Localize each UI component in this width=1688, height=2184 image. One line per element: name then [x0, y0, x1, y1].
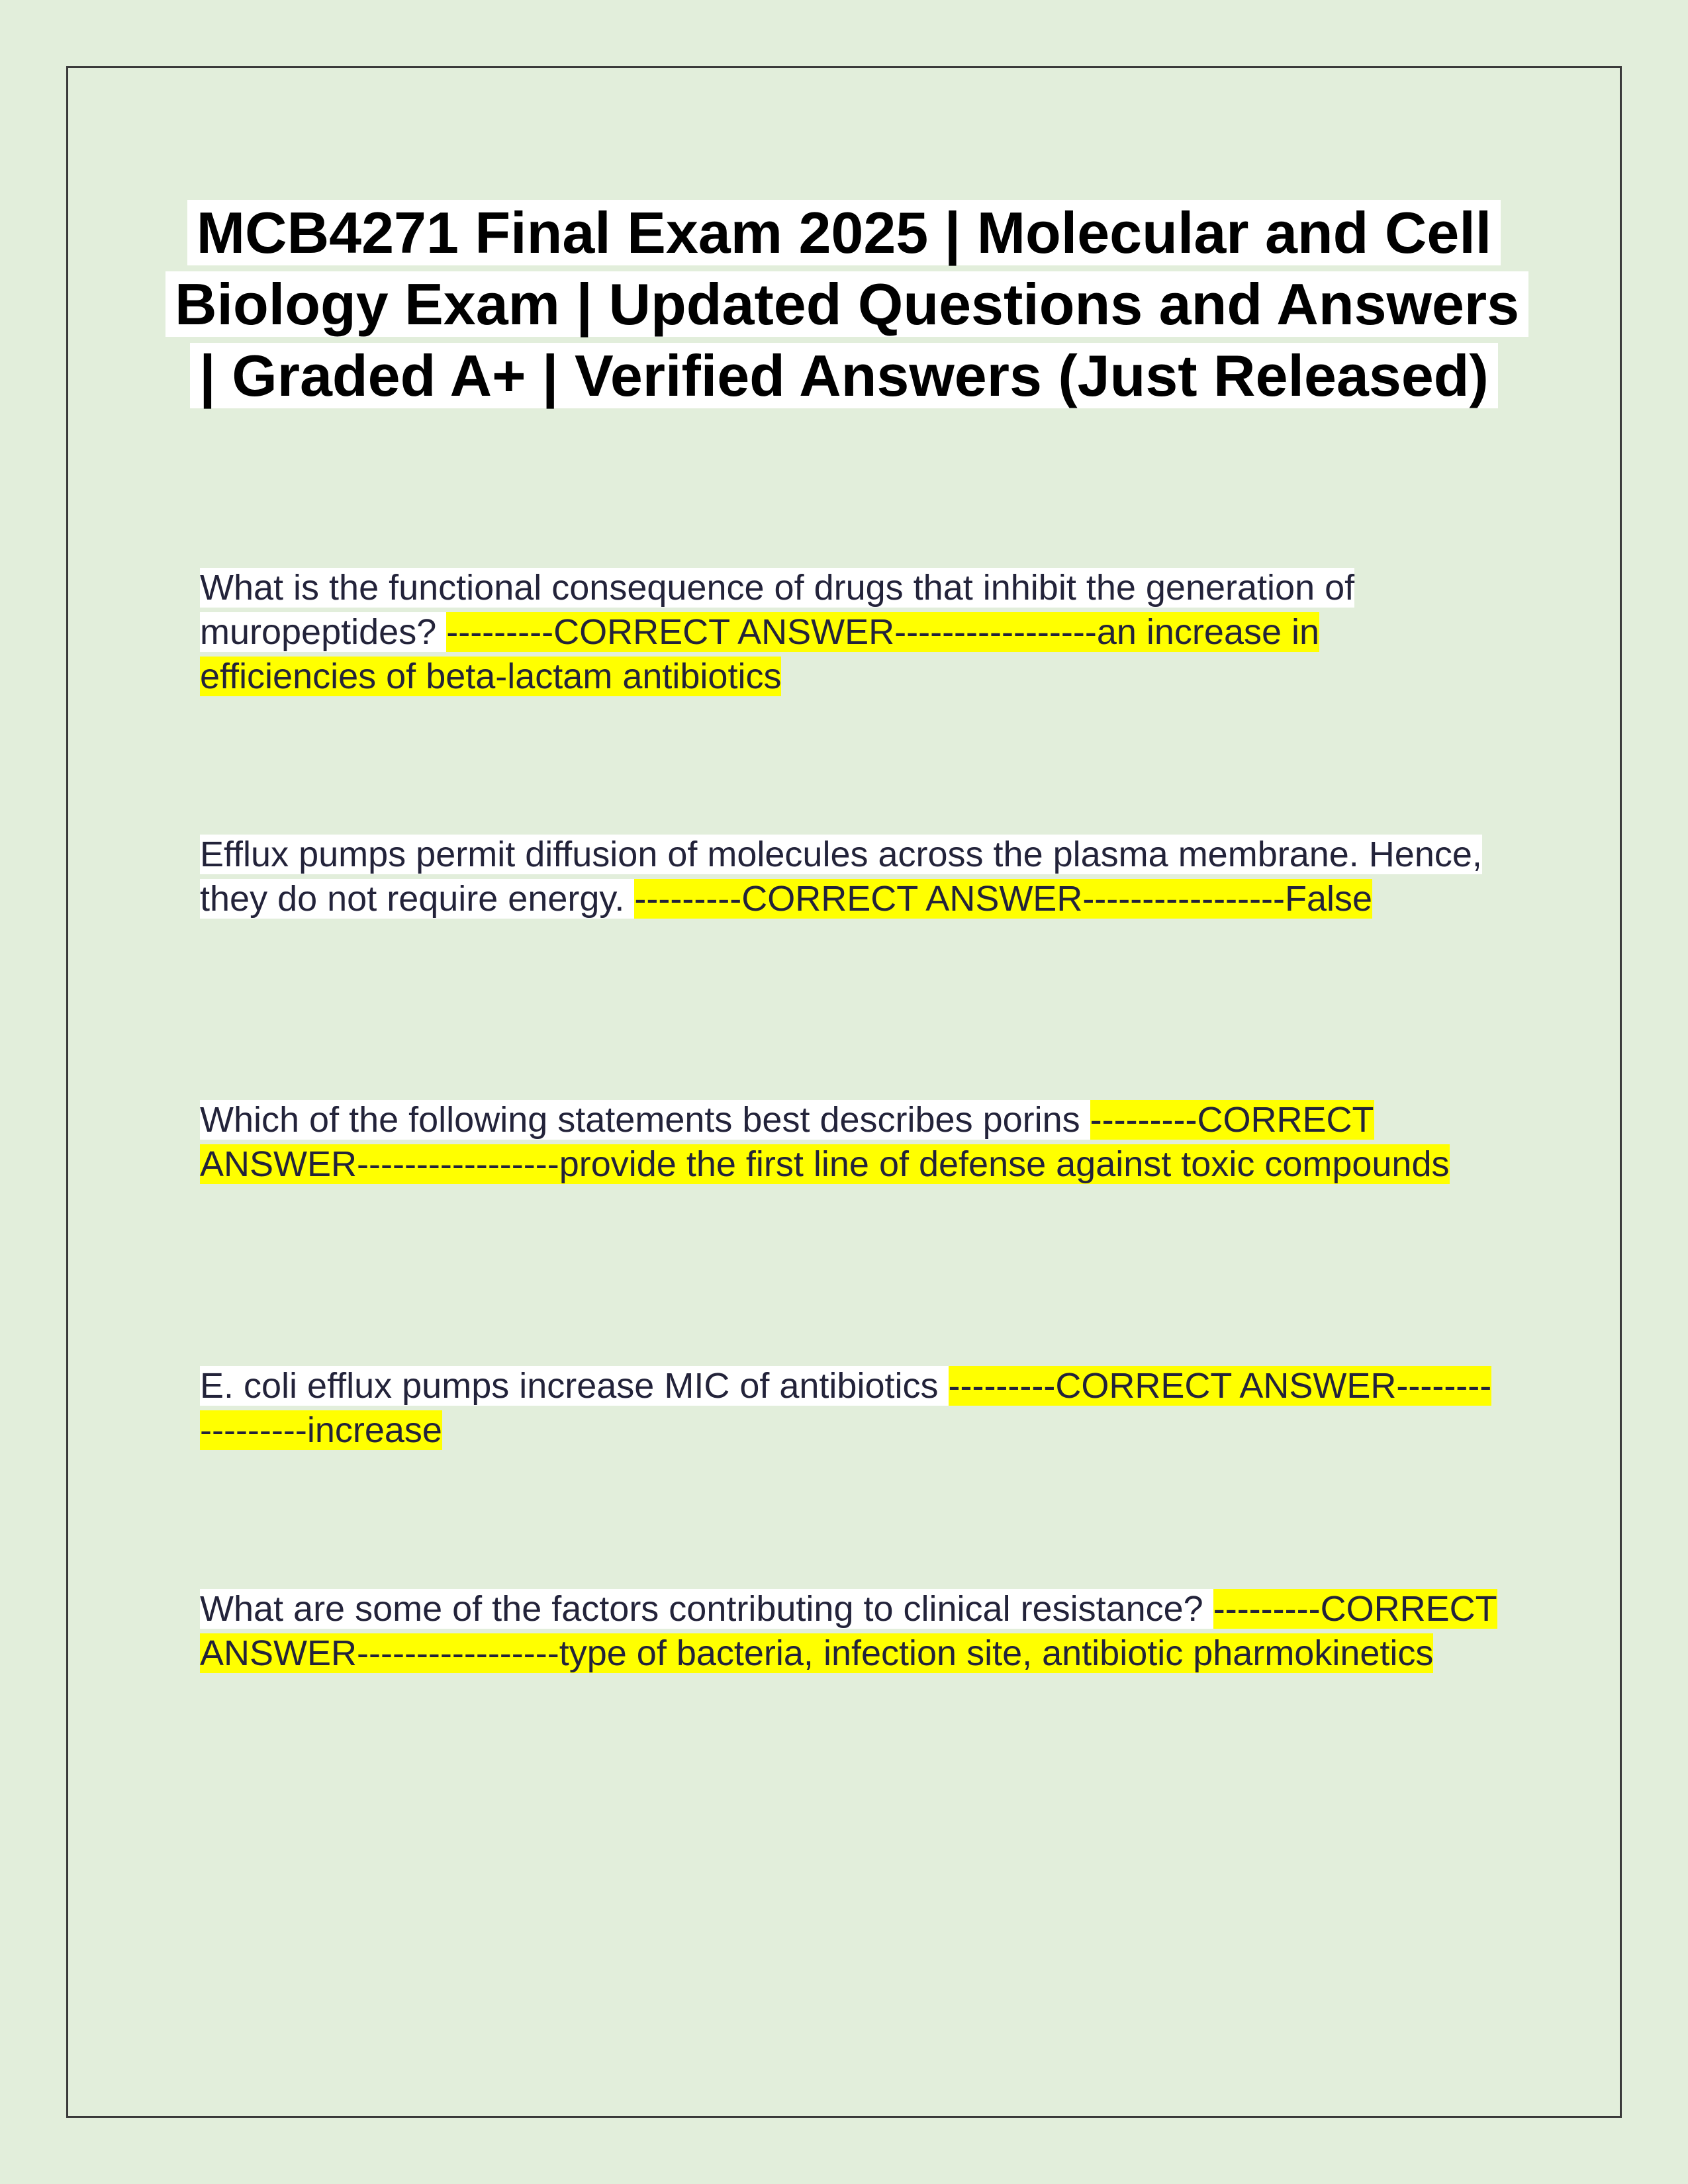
answer-text: ---------CORRECT ANSWER-----------------provide the first line of defense against toxic compounds — [200, 1100, 1450, 1184]
answer-text: ---------CORRECT ANSWER-----------------False — [634, 879, 1373, 919]
qa-item — [200, 1364, 1497, 1453]
qa-item — [200, 1098, 1497, 1187]
answer-text: ---------CORRECT ANSWER-----------------increase — [200, 1366, 1492, 1450]
question-text: Efflux pumps permit diffusion of molecules across the plasma membrane. Hence, they do not require energy. — [200, 835, 1482, 919]
question-text: Which of the following statements best describes porins — [200, 1100, 1090, 1140]
qa-item — [200, 566, 1497, 699]
document-title-text: MCB4271 Final Exam 2025 | Molecular and Cell Biology Exam | Updated Questions and Answers | Graded A+ | Verified Answers (Just Released) — [165, 200, 1528, 408]
qa-item — [200, 1587, 1497, 1676]
answer-text: ---------CORRECT ANSWER-----------------type of bacteria, infection site, antibiotic pharmokinetics — [200, 1589, 1497, 1673]
document-title — [165, 197, 1523, 412]
question-text: What is the functional consequence of drugs that inhibit the generation of muropeptides? — [200, 568, 1355, 652]
question-text: What are some of the factors contributing to clinical resistance? — [200, 1589, 1213, 1629]
qa-item — [200, 833, 1497, 921]
answer-text: ---------CORRECT ANSWER-----------------an increase in efficiencies of beta-lactam antibiotics — [200, 612, 1320, 696]
question-text: E. coli efflux pumps increase MIC of antibiotics — [200, 1366, 949, 1406]
